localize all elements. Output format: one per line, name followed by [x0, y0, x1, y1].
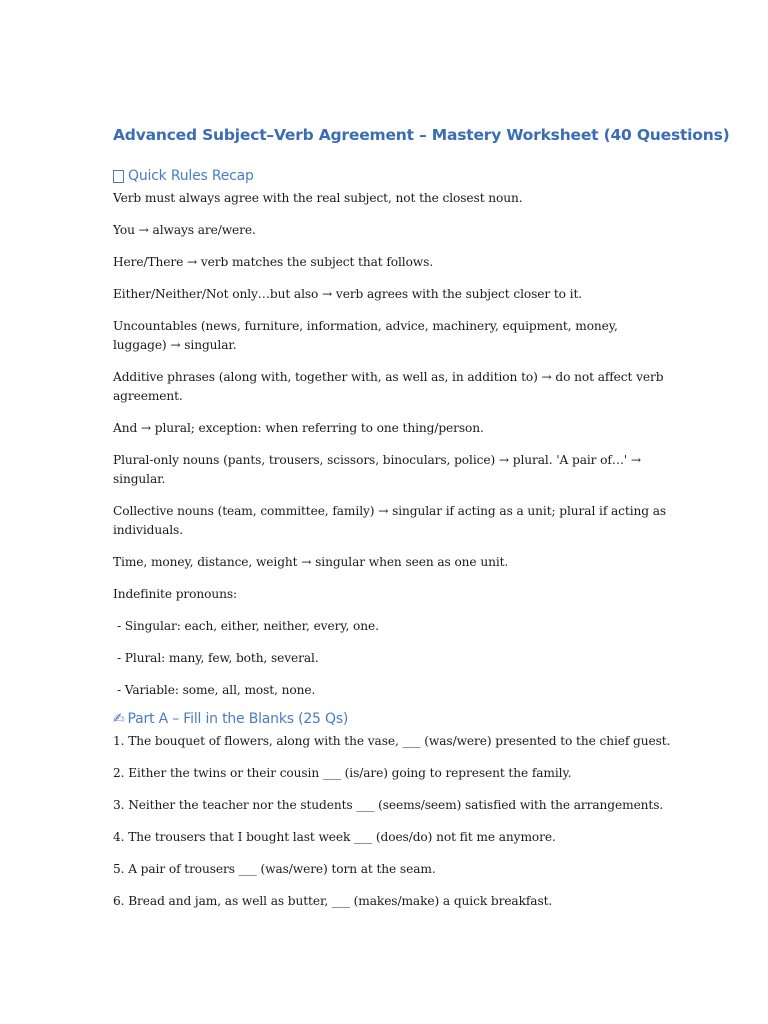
question-item: 1. The bouquet of flowers, along with the vase, ___ (was/were) presented to the chief guest. — [113, 734, 671, 748]
rule-item: Indefinite pronouns: — [113, 587, 238, 601]
partA-section-heading — [113, 709, 673, 729]
rule-item: Either/Neither/Not only…but also → verb agrees with the subject closer to it. — [113, 287, 583, 301]
question-item: 2. Either the twins or their cousin ___ (is/are) going to represent the family. — [113, 766, 572, 780]
rules-section-heading — [113, 166, 673, 186]
rule-subitem: - Variable: some, all, most, none. — [117, 683, 316, 697]
rule-item: You → always are/were. — [113, 223, 256, 237]
clipboard-icon — [113, 170, 124, 183]
rule-item: Additive phrases (along with, together with, as well as, in addition to) → do not affect verb agreement. — [113, 370, 664, 403]
rule-subitem: - Singular: each, either, neither, every, one. — [117, 619, 379, 633]
rule-item: Collective nouns (team, committee, family) → singular if acting as a unit; plural if acting as individuals. — [113, 504, 667, 537]
question-item: 6. Bread and jam, as well as butter, ___ (makes/make) a quick breakfast. — [113, 894, 553, 908]
worksheet-page — [113, 124, 730, 924]
writing-hand-icon: ✍ — [113, 711, 125, 727]
rule-item: And → plural; exception: when referring to one thing/person. — [113, 421, 484, 435]
question-item: 5. A pair of trousers ___ (was/were) torn at the seam. — [113, 862, 436, 876]
document-title: Advanced Subject–Verb Agreement – Mastery Worksheet (40 Questions) — [113, 126, 730, 144]
rules-heading-text: Quick Rules Recap — [128, 168, 254, 184]
rule-item: Here/There → verb matches the subject that follows. — [113, 255, 434, 269]
partA-heading-text: Part A – Fill in the Blanks (25 Qs) — [127, 711, 349, 727]
rule-item: Uncountables (news, furniture, information, advice, machinery, equipment, money, luggage) → singular. — [113, 319, 618, 352]
rule-item: Verb must always agree with the real subject, not the closest noun. — [113, 191, 523, 205]
rule-item: Time, money, distance, weight → singular when seen as one unit. — [113, 555, 509, 569]
question-item: 4. The trousers that I bought last week ___ (does/do) not fit me anymore. — [113, 830, 556, 844]
rule-subitem: - Plural: many, few, both, several. — [117, 651, 319, 665]
rule-item: Plural-only nouns (pants, trousers, scissors, binoculars, police) → plural. 'A pair of…' → singular. — [113, 453, 642, 486]
question-item: 3. Neither the teacher nor the students ___ (seems/seem) satisfied with the arrangements. — [113, 798, 664, 812]
